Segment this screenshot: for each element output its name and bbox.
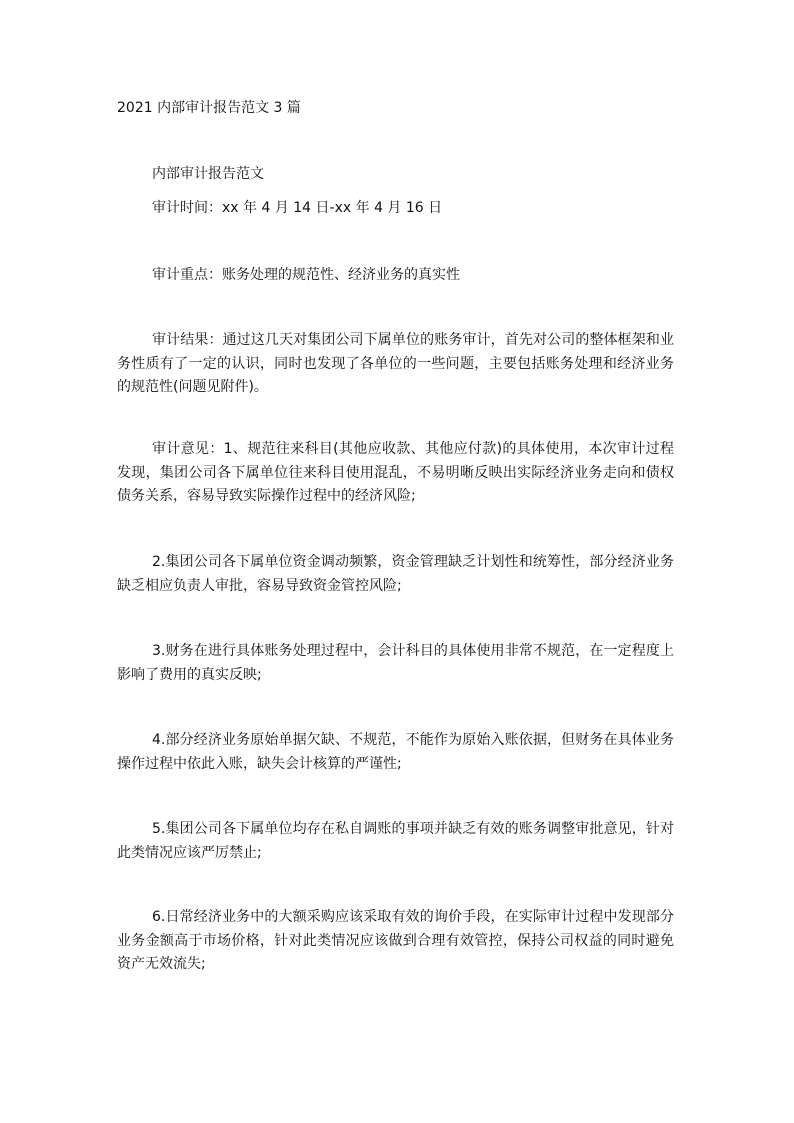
- document-title: 2021 内部审计报告范文 3 篇: [117, 100, 301, 116]
- audit-result-paragraph: 审计结果：通过这几天对集团公司下属单位的账务审计，首先对公司的整体框架和业务性质有了一定的认识，同时也发现了各单位的一些问题，主要包括账务处理和经济业务的规范性(问题见附件)。: [117, 332, 674, 395]
- audit-opinion-2: 2.集团公司各下属单位资金调动频繁，资金管理缺乏计划性和统筹性，部分经济业务缺乏相应负责人审批，容易导致资金管控风险;: [117, 554, 674, 594]
- audit-opinion-4: 4.部分经济业务原始单据欠缺、不规范，不能作为原始入账依据，但财务在具体业务操作过程中依此入账，缺失会计核算的严谨性;: [117, 732, 674, 772]
- audit-opinion-6: 6.日常经济业务中的大额采购应该采取有效的询价手段，在实际审计过程中发现部分业务金额高于市场价格，针对此类情况应该做到合理有效管控，保持公司权益的同时避免资产无效流失;: [117, 909, 674, 972]
- audit-opinion-1: 审计意见：1、规范往来科目(其他应收款、其他应付款)的具体使用，本次审计过程发现，集团公司各下属单位往来科目使用混乱，不易明晰反映出实际经济业务走向和债权债务关系，容易导致实际操作过程中的经济风险;: [117, 441, 674, 504]
- report-subtitle: 内部审计报告范文: [152, 166, 264, 182]
- audit-focus: 审计重点：账务处理的规范性、经济业务的真实性: [152, 267, 460, 283]
- audit-time: 审计时间：xx 年 4 月 14 日-xx 年 4 月 16 日: [152, 200, 443, 216]
- audit-opinion-3: 3.财务在进行具体账务处理过程中，会计科目的具体使用非常不规范，在一定程度上影响了费用的真实反映;: [117, 643, 674, 683]
- audit-opinion-5: 5.集团公司各下属单位均存在私自调账的事项并缺乏有效的账务调整审批意见，针对此类情况应该严厉禁止;: [117, 821, 674, 861]
